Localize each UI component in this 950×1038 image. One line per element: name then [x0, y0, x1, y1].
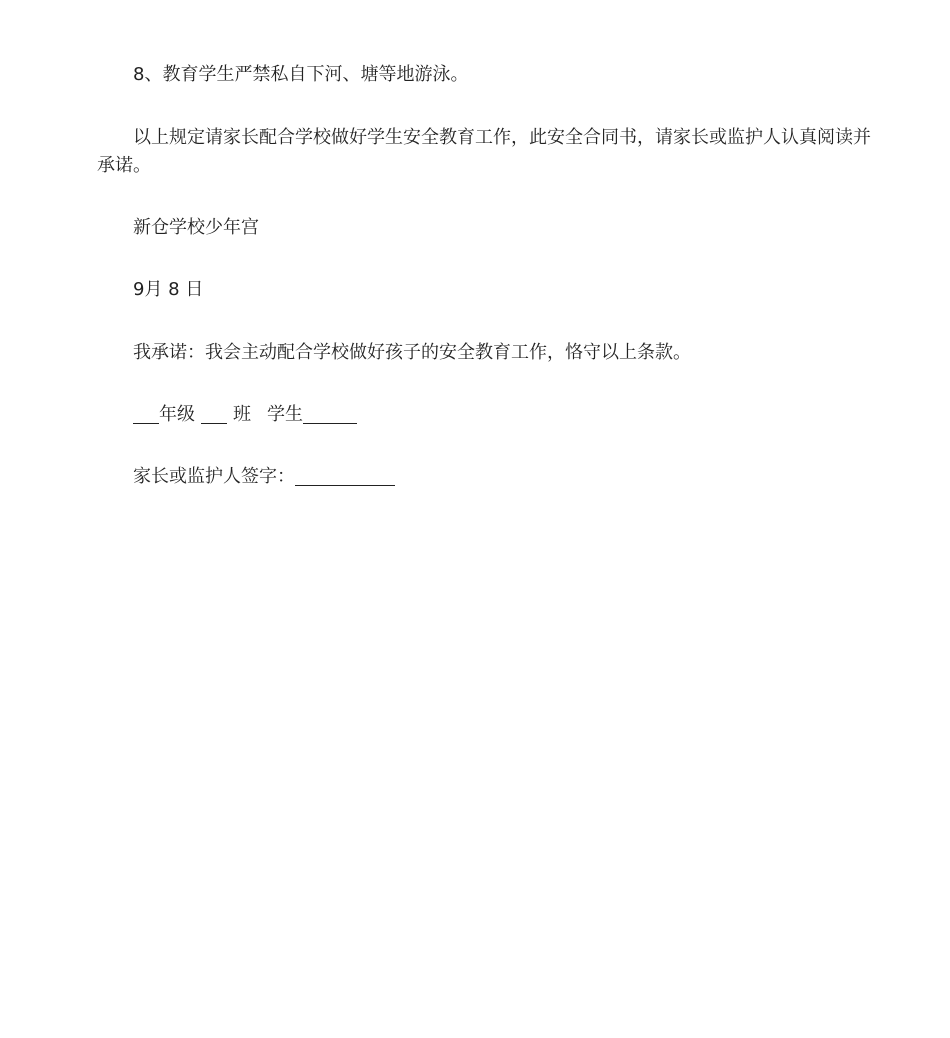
- grade-class-student-line: [97, 401, 883, 429]
- signature-label: 家长或监护人签字：: [133, 466, 295, 487]
- item-8-paragraph: 8、教育学生严禁私自下河、塘等地游泳。: [133, 64, 469, 85]
- grade-label: 年级: [159, 404, 195, 425]
- notice-paragraph: 以上规定请家长配合学校做好学生安全教育工作，此安全合同书，请家长或监护人认真阅读并承诺。: [97, 127, 871, 176]
- signature-blank: [295, 465, 395, 486]
- grade-blank: [133, 403, 159, 424]
- class-label: 班: [233, 404, 251, 425]
- pledge-paragraph: 我承诺：我会主动配合学校做好孩子的安全教育工作，恪守以上条款。: [133, 342, 691, 363]
- class-blank: [201, 403, 227, 424]
- student-label: 学生: [267, 404, 303, 425]
- student-blank: [303, 403, 357, 424]
- date-line: 9月 8 日: [133, 279, 204, 300]
- signature-line: [97, 463, 883, 491]
- school-name: 新仓学校少年宫: [133, 217, 259, 238]
